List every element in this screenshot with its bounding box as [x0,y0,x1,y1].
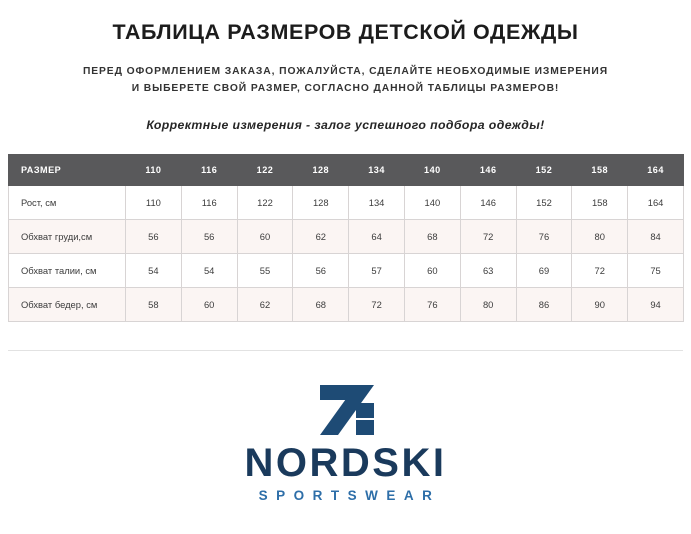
row-label: Обхват груди,см [9,219,126,253]
brand-footer [0,383,691,503]
row-label: Обхват бедер, см [9,287,126,321]
cell: 146 [460,185,516,219]
cell: 94 [628,287,684,321]
tagline-text: Корректные измерения - залог успешного подбора одежды! [146,117,545,132]
cell: 63 [460,253,516,287]
cell: 72 [460,219,516,253]
cell: 54 [126,253,182,287]
cell: 62 [293,219,349,253]
size-table-body [9,185,684,321]
cell: 62 [237,287,293,321]
column-header-128: 128 [293,154,349,185]
column-header-158: 158 [572,154,628,185]
column-header-146: 146 [460,154,516,185]
cell: 116 [181,185,237,219]
cell: 76 [404,287,460,321]
page-title: ТАБЛИЦА РАЗМЕРОВ ДЕТСКОЙ ОДЕЖДЫ [112,20,579,44]
size-table-container [8,154,683,322]
cell: 90 [572,287,628,321]
cell: 80 [572,219,628,253]
cell: 56 [293,253,349,287]
brand-name: NORDSKI [244,440,447,485]
table-row [9,219,684,253]
cell: 60 [181,287,237,321]
cell: 54 [181,253,237,287]
cell: 128 [293,185,349,219]
cell: 57 [349,253,405,287]
row-label: Рост, см [9,185,126,219]
size-table-head [9,154,684,185]
cell: 55 [237,253,293,287]
cell: 158 [572,185,628,219]
table-row [9,185,684,219]
instructions-line-2: И ВЫБЕРЕТЕ СВОЙ РАЗМЕР, СОГЛАСНО ДАННОЙ ТАБЛИЦЫ РАЗМЕРОВ! [131,82,560,94]
table-row [9,287,684,321]
cell: 56 [126,219,182,253]
instructions-text [0,45,691,98]
cell: 75 [628,253,684,287]
cell: 60 [404,253,460,287]
instructions-line-1: ПЕРЕД ОФОРМЛЕНИЕМ ЗАКАЗА, ПОЖАЛУЙСТА, СДЕЛАЙТЕ НЕОБХОДИМЫЕ ИЗМЕРЕНИЯ [82,66,609,77]
column-header-122: 122 [237,154,293,185]
nordski-mark-icon [298,383,394,437]
brand-subtitle: SPORTSWEAR [258,487,441,503]
cell: 76 [516,219,572,253]
cell: 152 [516,185,572,219]
cell: 140 [404,185,460,219]
cell: 110 [126,185,182,219]
table-row [9,253,684,287]
cell: 134 [349,185,405,219]
cell: 164 [628,185,684,219]
cell: 86 [516,287,572,321]
cell: 60 [237,219,293,253]
cell: 84 [628,219,684,253]
cell: 68 [404,219,460,253]
column-header-110: 110 [126,154,182,185]
table-header-row [9,154,684,185]
cell: 64 [349,219,405,253]
cell: 58 [126,287,182,321]
cell: 72 [572,253,628,287]
column-header-164: 164 [628,154,684,185]
cell: 122 [237,185,293,219]
cell: 68 [293,287,349,321]
cell: 72 [349,287,405,321]
column-header-size: РАЗМЕР [9,154,126,185]
column-header-134: 134 [349,154,405,185]
column-header-140: 140 [404,154,460,185]
size-table [8,154,684,322]
cell: 69 [516,253,572,287]
column-header-152: 152 [516,154,572,185]
cell: 56 [181,219,237,253]
column-header-116: 116 [181,154,237,185]
cell: 80 [460,287,516,321]
row-label: Обхват талии, см [9,253,126,287]
divider [8,350,683,351]
